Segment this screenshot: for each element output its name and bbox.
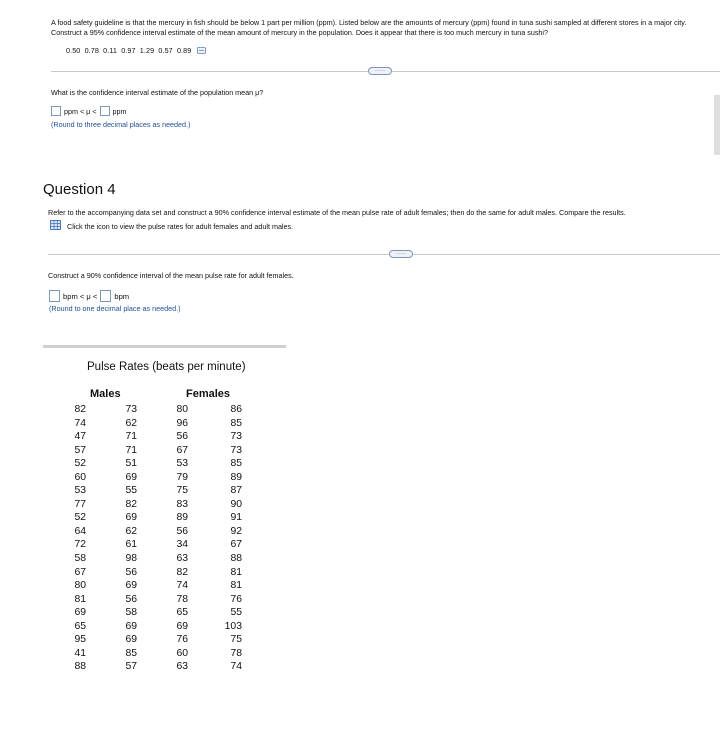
table-cell: 69 [125, 634, 137, 646]
table-cell: 85 [230, 458, 242, 470]
table-cell: 73 [125, 404, 137, 415]
q3-upper-bound-input[interactable] [100, 106, 110, 116]
table-cell: 86 [230, 404, 242, 415]
table-cell: 58 [74, 553, 86, 565]
table-cell: 53 [74, 485, 86, 497]
q4-rounding-note: (Round to one decimal place as needed.) [49, 304, 181, 313]
table-cell: 62 [125, 417, 137, 429]
females-column-1 [158, 403, 188, 674]
table-cell: 55 [230, 607, 242, 619]
table-cell: 63 [176, 661, 188, 673]
males-header: Males [90, 388, 121, 400]
table-cell: 63 [176, 553, 188, 565]
table-cell: 69 [125, 580, 137, 592]
table-cell: 79 [176, 471, 188, 483]
table-cell: 60 [176, 647, 188, 659]
q3-more-button[interactable]: ····· [368, 67, 392, 75]
q4-divider [48, 254, 720, 255]
q4-sub-question: Construct a 90% confidence interval of the mean pulse rate for adult females. [48, 271, 294, 280]
table-cell: 61 [125, 539, 137, 551]
table-cell: 56 [176, 431, 188, 443]
table-cell: 58 [125, 607, 137, 619]
table-cell: 71 [125, 444, 137, 456]
table-cell: 90 [230, 498, 242, 510]
table-cell: 74 [230, 661, 242, 673]
table-cell: 82 [125, 498, 137, 510]
table-cell: 85 [125, 647, 137, 659]
table-cell: 83 [176, 498, 188, 510]
q4-answer-row [49, 290, 129, 302]
table-cell: 69 [125, 620, 137, 632]
data-table-icon[interactable] [50, 220, 61, 233]
mercury-data-values [66, 46, 206, 56]
q4-unit-right: bpm [114, 291, 130, 301]
table-cell: 85 [230, 417, 242, 429]
table-cell: 80 [74, 580, 86, 592]
pulse-data-link[interactable] [50, 220, 293, 233]
table-cell: 52 [74, 458, 86, 470]
table-cell: 53 [176, 458, 188, 470]
table-cell: 96 [176, 417, 188, 429]
table-cell: 69 [125, 471, 137, 483]
table-cell: 77 [74, 498, 86, 510]
table-cell: 67 [176, 444, 188, 456]
females-column-2 [212, 403, 242, 674]
table-cell: 62 [125, 525, 137, 537]
table-cell: 56 [176, 525, 188, 537]
table-cell: 89 [176, 512, 188, 524]
males-column-2 [107, 403, 137, 674]
table-cell: 81 [74, 593, 86, 605]
table-cell: 47 [74, 431, 86, 443]
q3-unit-left: ppm < μ < [64, 106, 97, 116]
q3-answer-row [51, 106, 127, 116]
table-cell: 71 [125, 431, 137, 443]
table-cell: 75 [230, 634, 242, 646]
table-cell: 103 [224, 620, 242, 632]
table-cell: 65 [176, 607, 188, 619]
table-cell: 82 [74, 404, 86, 415]
table-panel-divider [43, 345, 286, 348]
table-cell: 69 [176, 620, 188, 632]
table-cell: 55 [125, 485, 137, 497]
table-cell: 52 [74, 512, 86, 524]
table-cell: 89 [230, 471, 242, 483]
table-cell: 60 [74, 471, 86, 483]
table-cell: 88 [74, 661, 86, 673]
table-cell: 98 [125, 553, 137, 565]
q3-rounding-note: (Round to three decimal places as needed.) [51, 120, 191, 129]
table-cell: 92 [230, 525, 242, 537]
question3-prompt: A food safety guideline is that the mercury in fish should be below 1 part per million (ppm). Listed below are the amounts of mercury (ppm) found in tuna sushi sampled at different stores in a major city. Construct a 95% confidence interval estimate of the mean amount of mercury in the population. Does it appear that there is too much mercury in tuna sushi? [51, 18, 687, 37]
table-cell: 65 [74, 620, 86, 632]
copy-data-icon[interactable] [197, 47, 206, 56]
q4-lower-bound-input[interactable] [49, 290, 60, 302]
table-cell: 76 [176, 634, 188, 646]
table-cell: 82 [176, 566, 188, 578]
q3-sub-question: What is the confidence interval estimate of the population mean μ? [51, 88, 264, 97]
table-cell: 72 [74, 539, 86, 551]
table-cell: 56 [125, 566, 137, 578]
table-cell: 57 [74, 444, 86, 456]
table-cell: 34 [176, 539, 188, 551]
table-cell: 81 [230, 580, 242, 592]
mercury-data-text: 0.50 0.78 0.11 0.97 1.29 0.57 0.89 [66, 46, 192, 55]
table-cell: 73 [230, 431, 242, 443]
table-cell: 78 [176, 593, 188, 605]
table-cell: 74 [176, 580, 188, 592]
males-column-1 [56, 403, 86, 674]
table-cell: 41 [74, 647, 86, 659]
table-cell: 78 [230, 647, 242, 659]
table-cell: 80 [176, 404, 188, 415]
table-cell: 67 [230, 539, 242, 551]
pulse-data-link-text[interactable]: Click the icon to view the pulse rates for adult females and adult males. [67, 221, 294, 231]
table-cell: 81 [230, 566, 242, 578]
q4-unit-left: bpm < μ < [63, 291, 98, 301]
table-cell: 73 [230, 444, 242, 456]
pulse-table-title: Pulse Rates (beats per minute) [87, 361, 246, 373]
scrollbar-thumb[interactable] [714, 95, 720, 155]
table-cell: 76 [230, 593, 242, 605]
question4-title: Question 4 [43, 181, 116, 198]
females-header: Females [186, 388, 231, 400]
q3-lower-bound-input[interactable] [51, 106, 61, 116]
q3-unit-right: ppm [112, 106, 127, 116]
table-cell: 57 [125, 661, 137, 673]
q4-upper-bound-input[interactable] [100, 290, 111, 302]
table-cell: 88 [230, 553, 242, 565]
table-cell: 75 [176, 485, 188, 497]
table-cell: 69 [74, 607, 86, 619]
table-cell: 91 [230, 512, 242, 524]
table-cell: 67 [74, 566, 86, 578]
table-cell: 87 [230, 485, 242, 497]
table-cell: 95 [74, 634, 86, 646]
table-cell: 74 [74, 417, 86, 429]
table-cell: 51 [125, 458, 137, 470]
question4-prompt: Refer to the accompanying data set and construct a 90% confidence interval estimate of the mean pulse rate of adult females; then do the same for adult males. Compare the results. [48, 208, 626, 217]
table-cell: 64 [74, 525, 86, 537]
q4-more-button[interactable]: ····· [389, 250, 413, 258]
table-cell: 69 [125, 512, 137, 524]
table-cell: 56 [125, 593, 137, 605]
